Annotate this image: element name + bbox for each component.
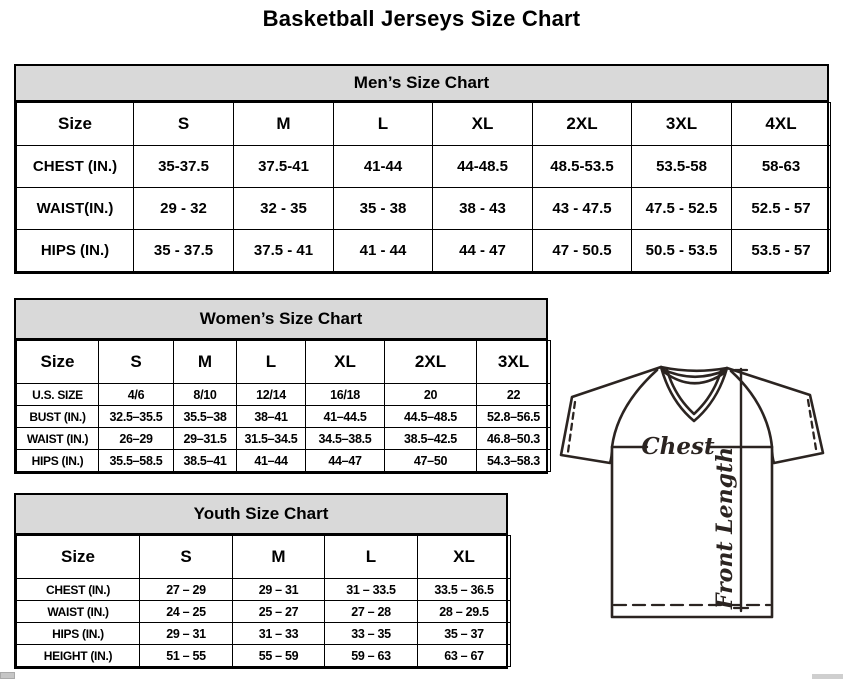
column-header: L (334, 103, 433, 146)
jersey-measurement-diagram (558, 360, 830, 626)
column-header: L (237, 341, 306, 384)
table-row (17, 645, 511, 667)
size-value: 29–31.5 (174, 428, 237, 450)
size-value: 24 – 25 (140, 601, 233, 623)
size-value: 38 - 43 (433, 188, 533, 230)
womens-size-chart (14, 298, 548, 474)
size-value: 52.5 - 57 (732, 188, 831, 230)
size-value: 4/6 (99, 384, 174, 406)
size-value: 37.5-41 (234, 146, 334, 188)
youth-chart-title: Youth Size Chart (16, 495, 506, 535)
size-value: 35.5–58.5 (99, 450, 174, 472)
size-value: 29 – 31 (140, 623, 233, 645)
mens-table (16, 102, 831, 272)
horizontal-scrollbar-thumb[interactable] (812, 674, 843, 679)
table-row (17, 450, 551, 472)
size-value: 53.5 - 57 (732, 230, 831, 272)
size-value: 35 - 38 (334, 188, 433, 230)
table-row (17, 230, 831, 272)
size-value: 63 – 67 (418, 645, 511, 667)
size-value: 33.5 – 36.5 (418, 579, 511, 601)
size-value: 47 - 50.5 (533, 230, 632, 272)
size-value: 32.5–35.5 (99, 406, 174, 428)
table-row (17, 188, 831, 230)
table-row (17, 428, 551, 450)
size-value: 53.5-58 (632, 146, 732, 188)
page-title: Basketball Jerseys Size Chart (262, 6, 581, 31)
row-label: WAIST (IN.) (17, 428, 99, 450)
header-row (17, 536, 511, 579)
column-header: Size (17, 341, 99, 384)
size-value: 26–29 (99, 428, 174, 450)
row-label: HIPS (IN.) (17, 230, 134, 272)
column-header: S (99, 341, 174, 384)
column-header: XL (306, 341, 385, 384)
table-row (17, 406, 551, 428)
jersey-outline (561, 367, 823, 617)
size-value: 8/10 (174, 384, 237, 406)
table-row (17, 384, 551, 406)
size-value: 43 - 47.5 (533, 188, 632, 230)
size-value: 46.8–50.3 (477, 428, 551, 450)
size-value: 41–44 (237, 450, 306, 472)
column-header: 4XL (732, 103, 831, 146)
size-value: 44.5–48.5 (385, 406, 477, 428)
size-value: 35 - 37.5 (134, 230, 234, 272)
size-value: 37.5 - 41 (234, 230, 334, 272)
row-label: HEIGHT (IN.) (17, 645, 140, 667)
womens-chart-title: Women’s Size Chart (16, 300, 546, 340)
row-label: HIPS (IN.) (17, 623, 140, 645)
womens-table (16, 340, 551, 472)
size-value: 47.5 - 52.5 (632, 188, 732, 230)
size-value: 35 – 37 (418, 623, 511, 645)
size-value: 22 (477, 384, 551, 406)
table-row (17, 146, 831, 188)
size-value: 25 – 27 (233, 601, 325, 623)
size-value: 41-44 (334, 146, 433, 188)
column-header: M (233, 536, 325, 579)
column-header: XL (433, 103, 533, 146)
header-row (17, 341, 551, 384)
column-header: L (325, 536, 418, 579)
size-value: 20 (385, 384, 477, 406)
size-value: 51 – 55 (140, 645, 233, 667)
size-value: 38–41 (237, 406, 306, 428)
size-value: 31 – 33.5 (325, 579, 418, 601)
row-label: BUST (IN.) (17, 406, 99, 428)
table-row (17, 579, 511, 601)
row-label: CHEST (IN.) (17, 146, 134, 188)
size-value: 44 - 47 (433, 230, 533, 272)
size-value: 41–44.5 (306, 406, 385, 428)
size-value: 31 – 33 (233, 623, 325, 645)
column-header: Size (17, 536, 140, 579)
size-value: 28 – 29.5 (418, 601, 511, 623)
size-value: 34.5–38.5 (306, 428, 385, 450)
column-header: S (140, 536, 233, 579)
size-value: 29 - 32 (134, 188, 234, 230)
size-value: 27 – 28 (325, 601, 418, 623)
size-value: 41 - 44 (334, 230, 433, 272)
size-value: 16/18 (306, 384, 385, 406)
column-header: 3XL (632, 103, 732, 146)
row-label: CHEST (IN.) (17, 579, 140, 601)
table-row (17, 601, 511, 623)
youth-size-chart (14, 493, 508, 669)
row-label: HIPS (IN.) (17, 450, 99, 472)
header-row (17, 103, 831, 146)
size-value: 29 – 31 (233, 579, 325, 601)
size-value: 48.5-53.5 (533, 146, 632, 188)
size-value: 55 – 59 (233, 645, 325, 667)
youth-table (16, 535, 511, 667)
size-value: 58-63 (732, 146, 831, 188)
mens-size-chart (14, 64, 829, 274)
table-row (17, 623, 511, 645)
size-value: 44-48.5 (433, 146, 533, 188)
size-value: 35.5–38 (174, 406, 237, 428)
row-label: WAIST (IN.) (17, 601, 140, 623)
mens-chart-title: Men’s Size Chart (16, 66, 827, 102)
size-value: 38.5–42.5 (385, 428, 477, 450)
size-value: 44–47 (306, 450, 385, 472)
column-header: 2XL (533, 103, 632, 146)
size-value: 38.5–41 (174, 450, 237, 472)
column-header: 2XL (385, 341, 477, 384)
size-value: 54.3–58.3 (477, 450, 551, 472)
size-value: 12/14 (237, 384, 306, 406)
row-label: WAIST(IN.) (17, 188, 134, 230)
size-value: 47–50 (385, 450, 477, 472)
size-value: 59 – 63 (325, 645, 418, 667)
jersey-diagram-svg (558, 360, 830, 626)
size-value: 52.8–56.5 (477, 406, 551, 428)
size-value: 31.5–34.5 (237, 428, 306, 450)
column-header: Size (17, 103, 134, 146)
size-value: 32 - 35 (234, 188, 334, 230)
chest-label: Chest (641, 433, 715, 460)
front-length-label: Front Length (712, 446, 738, 610)
horizontal-scrollbar-button[interactable] (0, 672, 15, 679)
column-header: 3XL (477, 341, 551, 384)
size-value: 33 – 35 (325, 623, 418, 645)
column-header: M (174, 341, 237, 384)
row-label: U.S. SIZE (17, 384, 99, 406)
column-header: XL (418, 536, 511, 579)
size-value: 27 – 29 (140, 579, 233, 601)
size-value: 35-37.5 (134, 146, 234, 188)
column-header: S (134, 103, 234, 146)
column-header: M (234, 103, 334, 146)
size-value: 50.5 - 53.5 (632, 230, 732, 272)
